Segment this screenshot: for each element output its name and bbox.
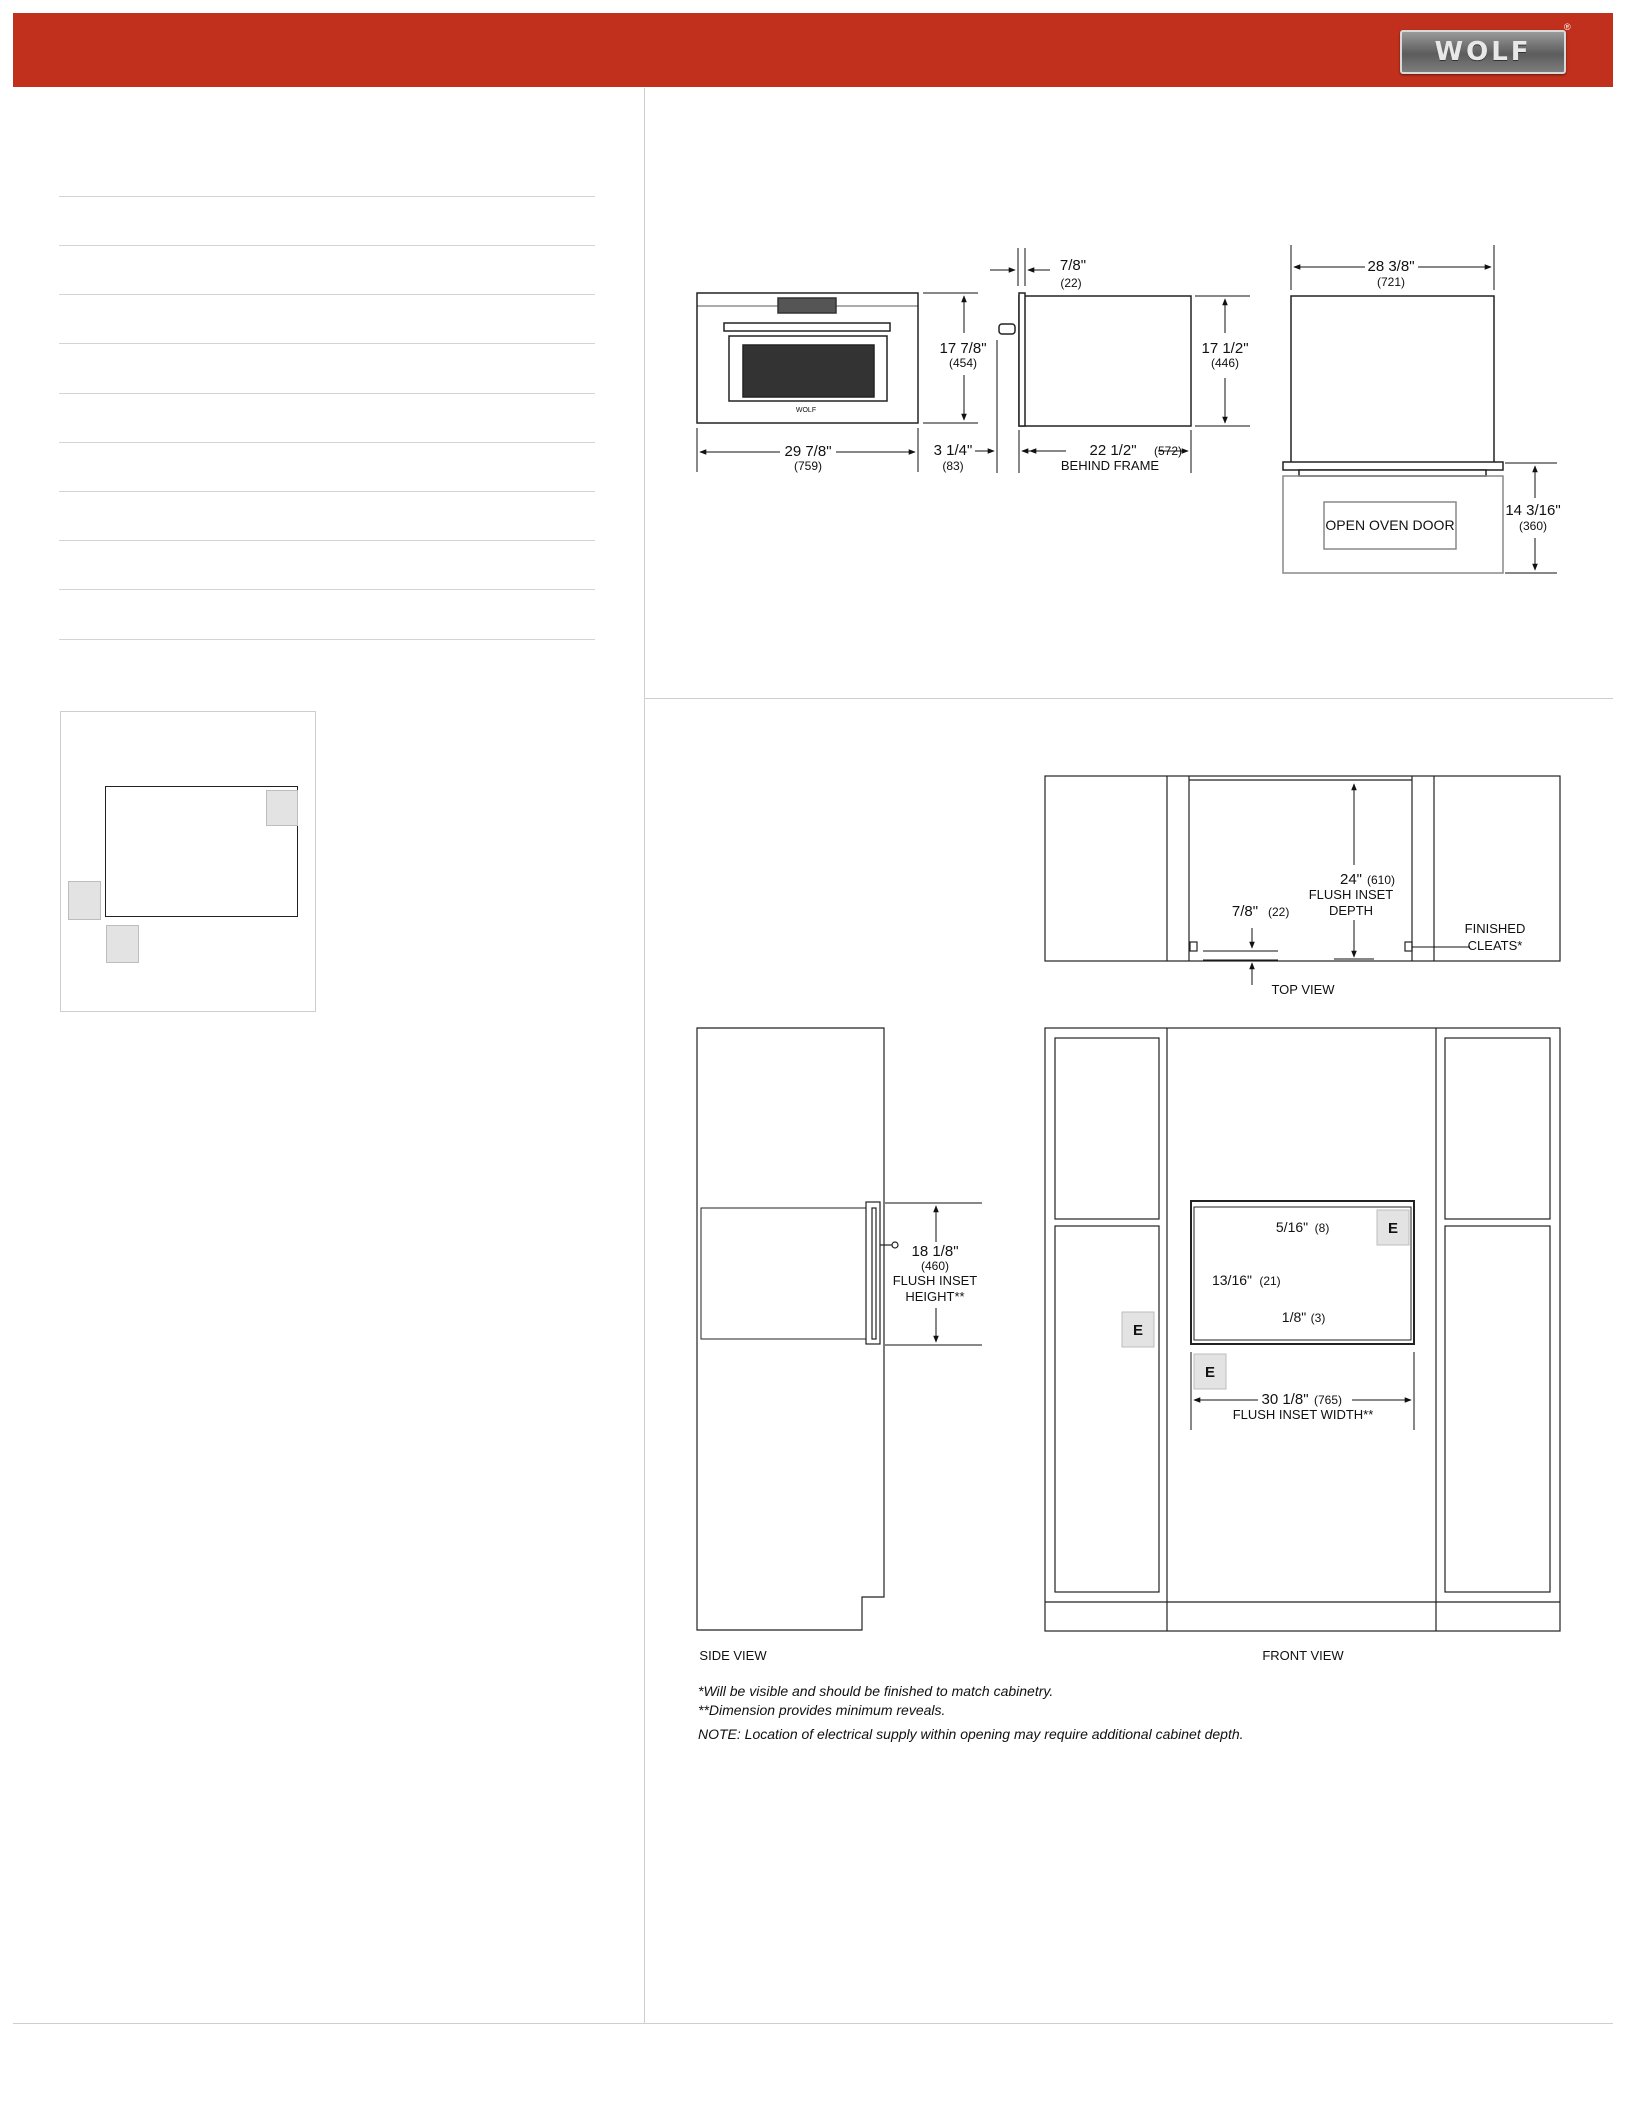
door-depth-dimension [990,248,1050,286]
electrical-marker-group [1122,1210,1409,1389]
finished-cleats-label: CLEATS* [1467,938,1523,953]
note-electrical: NOTE: Location of electrical supply within opening may require additional cabinet depth. [698,1726,1244,1742]
inset-height-value: 18 1/8" [911,1243,959,1260]
side-reveal-mm: (21) [1259,1274,1281,1288]
inset-height-label: HEIGHT** [905,1289,965,1304]
side-view-drawing [697,1028,898,1630]
inset-depth-label: FLUSH INSET [1308,887,1394,902]
side-view-label: SIDE VIEW [699,1648,767,1663]
inset-depth-dimension [1203,784,1470,985]
box-height-value: 17 1/2" [1201,340,1249,357]
inset-depth-label: DEPTH [1328,903,1374,918]
note-reveals: **Dimension provides minimum reveals. [698,1702,946,1718]
behind-frame-mm: (572) [1153,444,1183,458]
electrical-marker: E [1204,1364,1216,1381]
electrical-marker: E [1387,1220,1399,1237]
oven-side-drawing [999,293,1191,426]
door-depth-mm: (22) [1060,276,1082,290]
inset-height-mm: (460) [920,1259,950,1273]
wolf-logo-text: WOLF [1434,37,1532,67]
top-width-value: 28 3/8" [1367,258,1415,275]
protrusion-dimension [975,340,1042,473]
box-height-mm: (446) [1210,356,1240,370]
top-width-mm: (721) [1376,275,1406,289]
finished-cleats-label: FINISHED [1464,921,1526,936]
top-reveal-value: 5/16" [1275,1219,1309,1235]
open-door-label: OPEN OVEN DOOR [1325,517,1455,533]
behind-frame-value: 22 1/2" [1089,442,1137,459]
inset-height-label: FLUSH INSET [892,1273,978,1288]
inset-depth-value: 24" [1339,871,1363,888]
inset-depth-mm: (610) [1366,873,1396,887]
oven-front-drawing [697,293,918,423]
oven-height-mm: (454) [948,356,978,370]
door-open-mm: (360) [1518,519,1548,533]
front-logo: WOLF [795,407,817,414]
cleat-offset-value: 7/8" [1231,903,1259,920]
protrusion-mm: (83) [942,459,964,473]
electrical-marker: E [1132,1322,1144,1339]
top-reveal-mm: (8) [1314,1221,1330,1235]
bottom-reveal-value: 1/8" [1281,1309,1307,1325]
oven-height-value: 17 7/8" [939,340,987,357]
inset-width-value: 30 1/8" [1261,1391,1309,1408]
registered-mark: ® [1564,22,1571,32]
notes-block [698,1682,1244,1744]
side-reveal-value: 13/16" [1211,1272,1253,1288]
overall-width-value: 29 7/8" [784,443,832,460]
overall-width-mm: (759) [793,459,823,473]
inset-width-mm: (765) [1313,1393,1343,1407]
behind-frame-label: BEHIND FRAME [1060,458,1160,473]
front-view-label: FRONT VIEW [1262,1648,1344,1663]
door-open-value: 14 3/16" [1505,502,1561,519]
cleat-offset-mm: (22) [1268,905,1290,919]
inset-width-label: FLUSH INSET WIDTH** [1232,1407,1374,1422]
protrusion-value: 3 1/4" [933,442,973,459]
door-depth-value: 7/8" [1059,257,1087,274]
bottom-reveal-mm: (3) [1310,1311,1326,1325]
top-view-label: TOP VIEW [1271,982,1335,997]
note-finished: *Will be visible and should be finished to match cabinetry. [698,1683,1054,1699]
